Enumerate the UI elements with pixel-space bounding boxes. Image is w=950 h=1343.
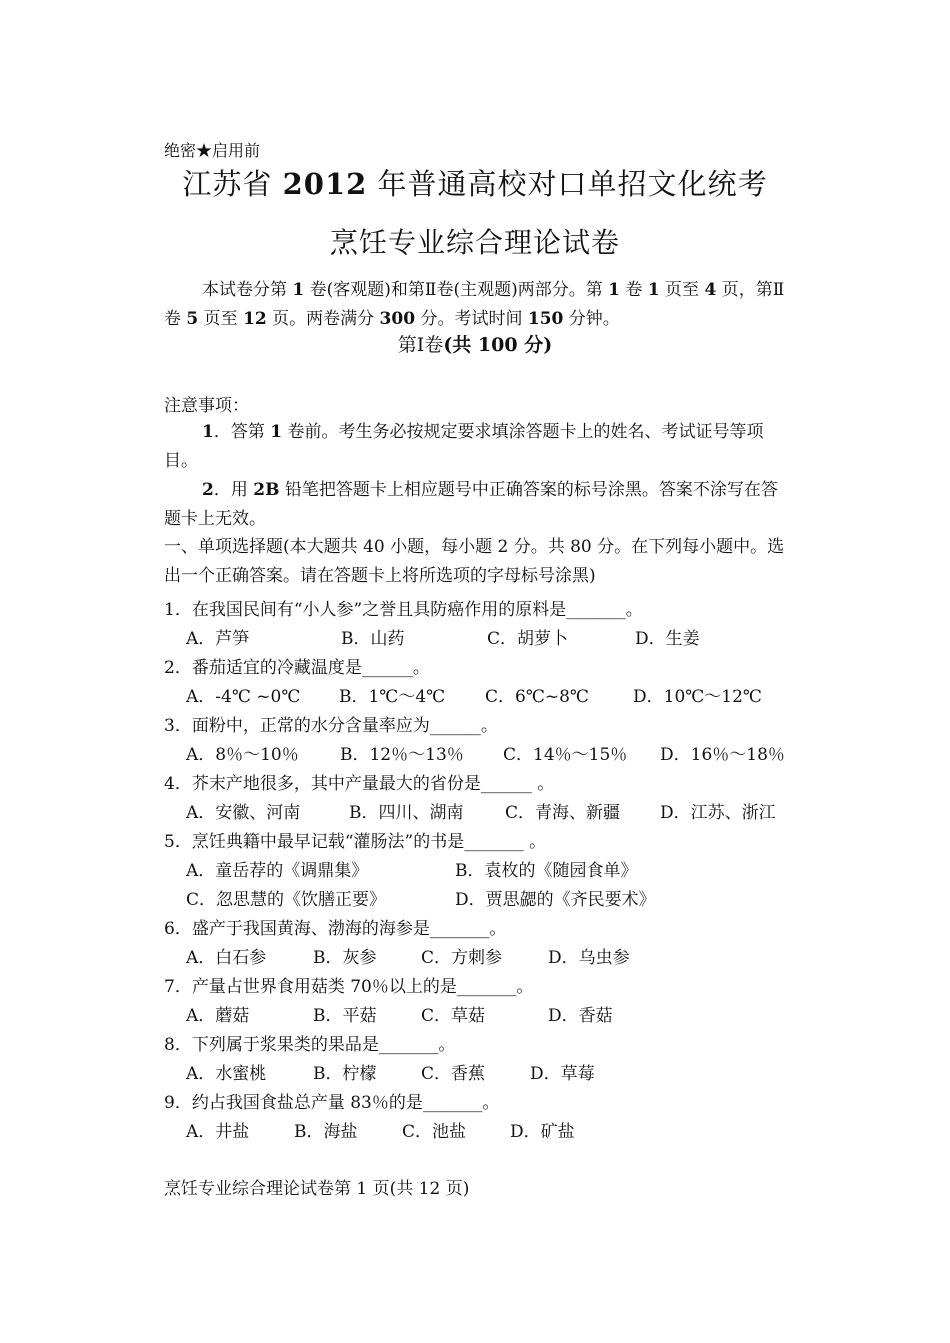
exam-title: [0, 162, 950, 203]
question-8: 8．下列属于浆果类的果品是_______。: [164, 1035, 456, 1055]
option-2-a: A．-4℃ ~0℃: [186, 687, 301, 707]
option-6-a: A．白石参: [186, 948, 267, 968]
notice-num: 2B: [253, 480, 280, 500]
option-2-d: D．10℃～12℃: [633, 687, 762, 707]
option-8-a: A．水蜜桃: [186, 1064, 267, 1084]
page-footer: 烹饪专业综合理论试卷第 1 页(共 12 页): [164, 1179, 470, 1199]
question-9: 9．约占我国食盐总产量 83％的是_______。: [164, 1093, 500, 1113]
intro-num: 300: [379, 309, 416, 329]
option-3-c: C．14％～15％: [503, 745, 628, 765]
option-2-b: B．1℃～4℃: [339, 687, 446, 707]
intro-num: 5: [186, 309, 199, 329]
option-5-c: C．忽思慧的《饮膳正要》: [186, 890, 387, 910]
part-title: [0, 330, 950, 357]
intro-text: 页至: [198, 309, 244, 329]
intro-text: 页至: [659, 280, 705, 300]
option-9-b: B．海盐: [294, 1122, 358, 1142]
part-title-label: 第Ⅰ卷: [397, 334, 444, 356]
option-2-c: C．6℃~8℃: [485, 687, 589, 707]
exam-subtitle: 烹饪专业综合理论试卷: [329, 226, 620, 259]
part-title-score: (共 100 分): [443, 334, 553, 356]
title-prefix: 江苏省: [182, 167, 283, 201]
question-7: 7．产量占世界食用菇类 70％以上的是_______。: [164, 977, 534, 997]
notice-text: 卷前。考生务必按规定要求填涂答题卡上的姓名、考试证号等项目。: [164, 422, 764, 471]
notice-title: 注意事项：: [164, 396, 249, 416]
question-4: 4．芥末产地很多，其中产量最大的省份是______ 。: [164, 774, 555, 794]
notice-item-number: 1: [202, 422, 214, 442]
notice-item-2: [164, 476, 789, 534]
option-4-a: A．安徽、河南: [186, 803, 301, 823]
intro-num: 1: [608, 280, 620, 300]
option-7-c: C．草菇: [421, 1006, 486, 1026]
option-3-b: B．12％～13％: [340, 745, 464, 765]
question-2: 2．番茄适宜的冷藏温度是______。: [164, 658, 430, 678]
section-heading: 一、单项选择题(本大题共 40 小题，每小题 2 分。共 80 分。在下列每小题中。选出一个正确答案。请在答题卡上将所选项的字母标号涂黑): [164, 537, 785, 586]
option-6-b: B．灰参: [313, 948, 377, 968]
intro-num: 4: [704, 280, 717, 300]
option-7-a: A．蘑菇: [186, 1006, 250, 1026]
option-4-c: C．青海、新疆: [505, 803, 621, 823]
intro-text: 分钟。: [563, 309, 620, 329]
intro-text: 卷(客观题)和第Ⅱ卷(主观题)两部分。第: [304, 280, 609, 300]
option-6-d: D．乌虫参: [548, 948, 630, 968]
intro-text: 本试卷分第: [202, 280, 293, 300]
intro-text: 分。考试时间: [415, 309, 528, 329]
option-8-b: B．柠檬: [313, 1064, 377, 1084]
intro-text: 页。两卷满分: [266, 309, 380, 329]
question-3: 3．面粉中，正常的水分含量率应为______。: [164, 716, 498, 736]
notice-text: ．答第: [213, 422, 271, 442]
option-3-d: D．16％～18％: [660, 745, 785, 765]
title-year: 2012: [282, 167, 368, 201]
option-8-c: C．香蕉: [421, 1064, 486, 1084]
option-9-d: D．矿盐: [510, 1122, 575, 1142]
intro-text: 页，第Ⅱ卷: [164, 280, 785, 329]
option-1-c: C．胡萝卜: [487, 629, 569, 649]
option-1-b: B．山药: [341, 629, 405, 649]
confidential-label: 绝密★启用前: [164, 141, 261, 160]
question-5: 5．烹饪典籍中最早记载“灌肠法”的书是_______ 。: [164, 832, 547, 852]
option-3-a: A．8％～10％: [186, 745, 299, 765]
notice-text: 铅笔把答题卡上相应题号中正确答案的标号涂黑。答案不涂写在答题卡上无效。: [164, 480, 778, 529]
option-4-d: D．江苏、浙江: [660, 803, 776, 823]
option-5-d: D．贾思勰的《齐民要术》: [455, 890, 656, 910]
intro-num: 1: [292, 280, 305, 300]
option-6-c: C．方刺参: [421, 948, 503, 968]
notice-text: ．用: [213, 480, 254, 500]
option-7-b: B．平菇: [313, 1006, 377, 1026]
option-9-a: A．井盐: [186, 1122, 250, 1142]
notice-num: 1: [270, 422, 283, 442]
intro-text: 卷: [620, 280, 648, 300]
option-1-d: D．生姜: [635, 629, 700, 649]
option-5-a: A．童岳荐的《调鼎集》: [186, 861, 369, 881]
option-9-c: C．池盐: [402, 1122, 467, 1142]
intro-paragraph: [164, 276, 789, 334]
intro-num: 150: [527, 309, 564, 329]
notice-item-number: 2: [202, 480, 214, 500]
intro-num: 1: [647, 280, 660, 300]
notice-item-1: [164, 418, 789, 476]
title-suffix: 年普通高校对口单招文化统考: [367, 167, 768, 201]
option-5-b: B．袁枚的《随园食单》: [455, 861, 638, 881]
option-1-a: A．芦笋: [186, 629, 250, 649]
option-8-d: D．草莓: [530, 1064, 595, 1084]
intro-num: 12: [243, 309, 267, 329]
question-1: 1．在我国民间有“小人参”之誉且具防癌作用的原料是_______。: [164, 600, 643, 620]
question-6: 6．盛产于我国黄海、渤海的海参是_______。: [164, 919, 507, 939]
option-4-b: B．四川、湖南: [349, 803, 464, 823]
option-7-d: D．香菇: [548, 1006, 613, 1026]
